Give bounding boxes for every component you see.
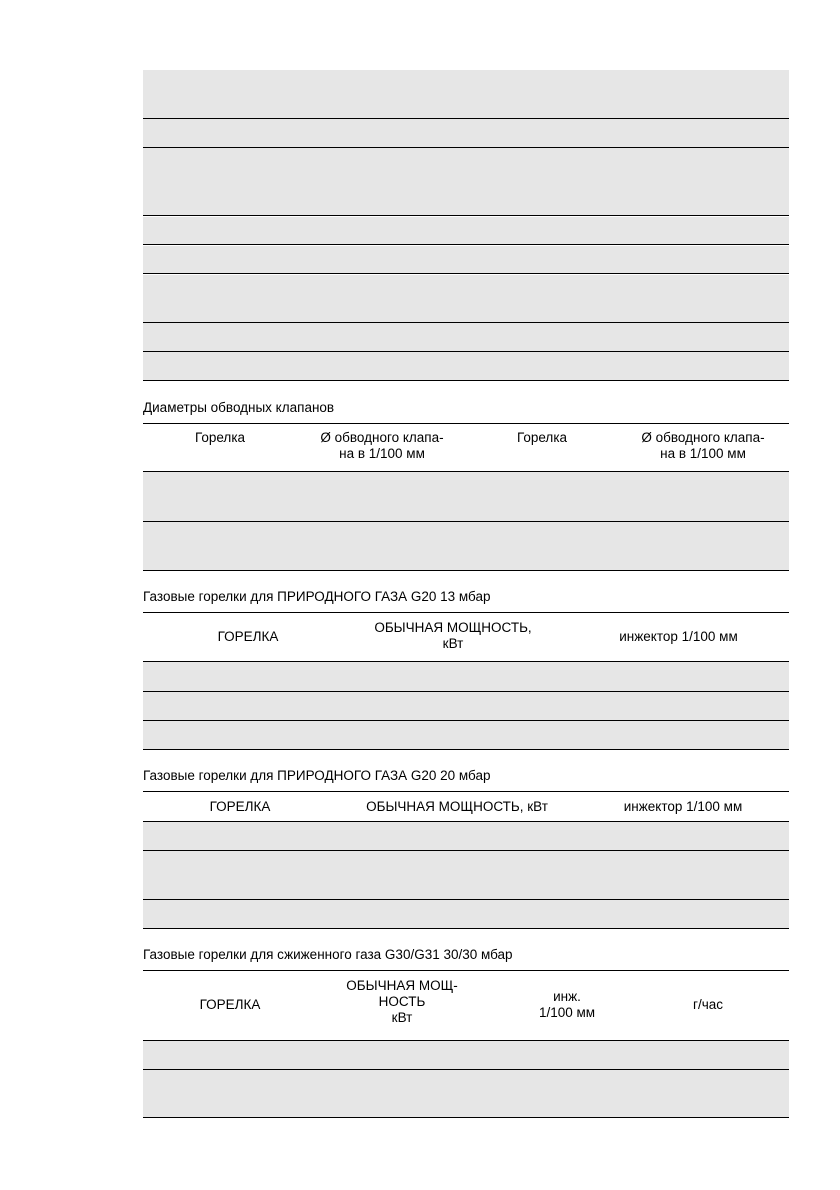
column-header: г/час xyxy=(693,997,723,1012)
row-divider xyxy=(143,273,789,274)
table-row xyxy=(143,1070,789,1117)
table-row xyxy=(143,119,789,147)
table-row xyxy=(143,900,789,928)
row-divider xyxy=(143,215,789,216)
table-row xyxy=(143,246,789,273)
table-row xyxy=(143,851,789,899)
column-header: ГОРЕЛКА xyxy=(209,799,271,814)
column-header: ГОРЕЛКА xyxy=(217,629,279,644)
bypass-table-title: Диаметры обводных клапанов xyxy=(143,400,335,415)
g20-13-table-title: Газовые горелки для ПРИРОДНОГО ГАЗА G20 13 мбар xyxy=(143,589,491,604)
table-row xyxy=(143,822,789,850)
column-header: инж. 1/100 мм xyxy=(538,989,596,1020)
table-row xyxy=(143,352,789,380)
table-bottom-border xyxy=(143,380,789,381)
table-row xyxy=(143,472,789,521)
g30-table-title: Газовые горелки для сжиженного газа G30/G31 30/30 мбар xyxy=(143,947,513,962)
table-row xyxy=(143,148,789,215)
table-row xyxy=(143,721,789,749)
column-header: ОБЫЧНАЯ МОЩНОСТЬ, кВт xyxy=(366,799,548,814)
column-header: ОБЫЧНАЯ МОЩНОСТЬ, кВт xyxy=(374,620,532,651)
column-header: ОБЫЧНАЯ МОЩ- НОСТЬ кВт xyxy=(346,978,458,1025)
column-header: инжектор 1/100 мм xyxy=(619,629,738,644)
row-divider xyxy=(143,244,789,245)
column-header: Ø обводного клапа- на в 1/100 мм xyxy=(320,430,444,461)
table-row xyxy=(143,275,789,322)
column-header: ГОРЕЛКА xyxy=(199,997,261,1012)
table-top-border xyxy=(143,423,789,424)
table-row xyxy=(143,217,789,244)
table-row xyxy=(143,1041,789,1069)
table-top-border xyxy=(143,791,789,792)
column-header: инжектор 1/100 мм xyxy=(623,799,743,814)
column-header: Ø обводного клапа- на в 1/100 мм xyxy=(641,430,765,461)
table-row xyxy=(143,70,789,118)
column-header: Горелка xyxy=(516,430,568,445)
column-header: Горелка xyxy=(194,430,246,445)
table-bottom-border xyxy=(143,749,789,750)
table-top-border xyxy=(143,970,789,971)
table-top-border xyxy=(143,612,789,613)
table-bottom-border xyxy=(143,928,789,929)
table-bottom-border xyxy=(143,1117,789,1118)
table-row xyxy=(143,323,789,351)
g20-20-table-title: Газовые горелки для ПРИРОДНОГО ГАЗА G20 20 мбар xyxy=(143,768,491,783)
table-row xyxy=(143,692,789,720)
table-row xyxy=(143,522,789,570)
table-row xyxy=(143,662,789,691)
table-bottom-border xyxy=(143,570,789,571)
